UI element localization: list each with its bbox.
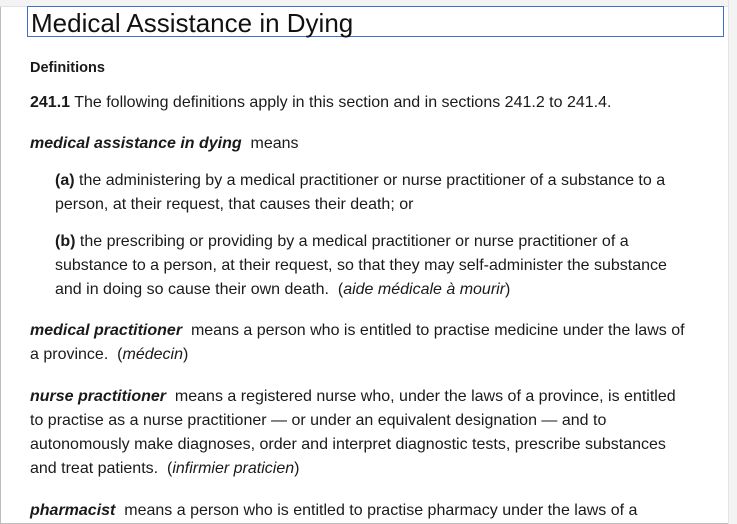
paragraph-b-line2: substance to a person, at their request, so that they may self-administer the substance: [55, 257, 667, 274]
nurse-practitioner-text1: means a registered nurse who, under the laws of a province, is entitled: [174, 388, 676, 405]
paragraph-b-text3: and in doing so cause their own death.: [55, 281, 329, 298]
means-text: means: [250, 135, 299, 152]
paragraph-b-line1: [55, 230, 629, 254]
pharmacist-text1: means a person who is entitled to practise pharmacy under the laws of a: [124, 502, 638, 519]
definition-medical-practitioner-line2: a province. (médecin): [30, 346, 189, 363]
paragraph-a-line1: [55, 169, 665, 193]
term-medical-practitioner: medical practitioner: [30, 322, 183, 339]
page-title: Medical Assistance in Dying: [31, 8, 354, 38]
medical-practitioner-text1: means a person who is entitled to practise medicine under the laws of: [190, 322, 685, 339]
intro-paragraph: [30, 91, 611, 115]
definition-medical-practitioner-line1: [30, 319, 685, 343]
section-number: 241.1: [30, 94, 71, 111]
intro-text: The following definitions apply in this section and in sections 241.2 to 241.4.: [70, 94, 612, 111]
definition-nurse-practitioner-line3: autonomously make diagnoses, order and interpret diagnostic tests, prescribe substances: [30, 436, 666, 453]
medical-practitioner-text2: a province.: [30, 346, 109, 363]
french-term-medecin: médecin: [122, 346, 183, 363]
french-term-infirmier: infirmier praticien: [172, 460, 295, 477]
term-nurse-practitioner: nurse practitioner: [30, 388, 167, 405]
paragraph-a-label: (a): [55, 172, 75, 189]
definition-pharmacist-line1: [30, 499, 637, 523]
term-pharmacist: pharmacist: [30, 502, 116, 519]
definition-maid-term-line: [30, 132, 299, 156]
section-heading: Definitions: [30, 60, 105, 76]
definition-nurse-practitioner-line2: to practise as a nurse practitioner — or under an equivalent designation — and to: [30, 412, 607, 429]
vertical-scrollbar[interactable]: [728, 0, 737, 524]
paragraph-b-label: (b): [55, 233, 76, 250]
nurse-practitioner-text4: and treat patients.: [30, 460, 159, 477]
definition-nurse-practitioner-line4: and treat patients. (infirmier praticien): [30, 460, 300, 477]
term-maid: medical assistance in dying: [30, 135, 242, 152]
paragraph-b-line3: and in doing so cause their own death. (aide médicale à mourir): [55, 281, 511, 298]
paragraph-b-text1: the prescribing or providing by a medical practitioner or nurse practitioner of a: [75, 233, 629, 250]
paragraph-a-text1: the administering by a medical practitioner or nurse practitioner of a substance to a: [74, 172, 666, 189]
paragraph-a-line2: person, at their request, that causes their death; or: [55, 196, 414, 213]
definition-nurse-practitioner-line1: [30, 385, 676, 409]
french-term-maid: aide médicale à mourir: [343, 281, 506, 298]
